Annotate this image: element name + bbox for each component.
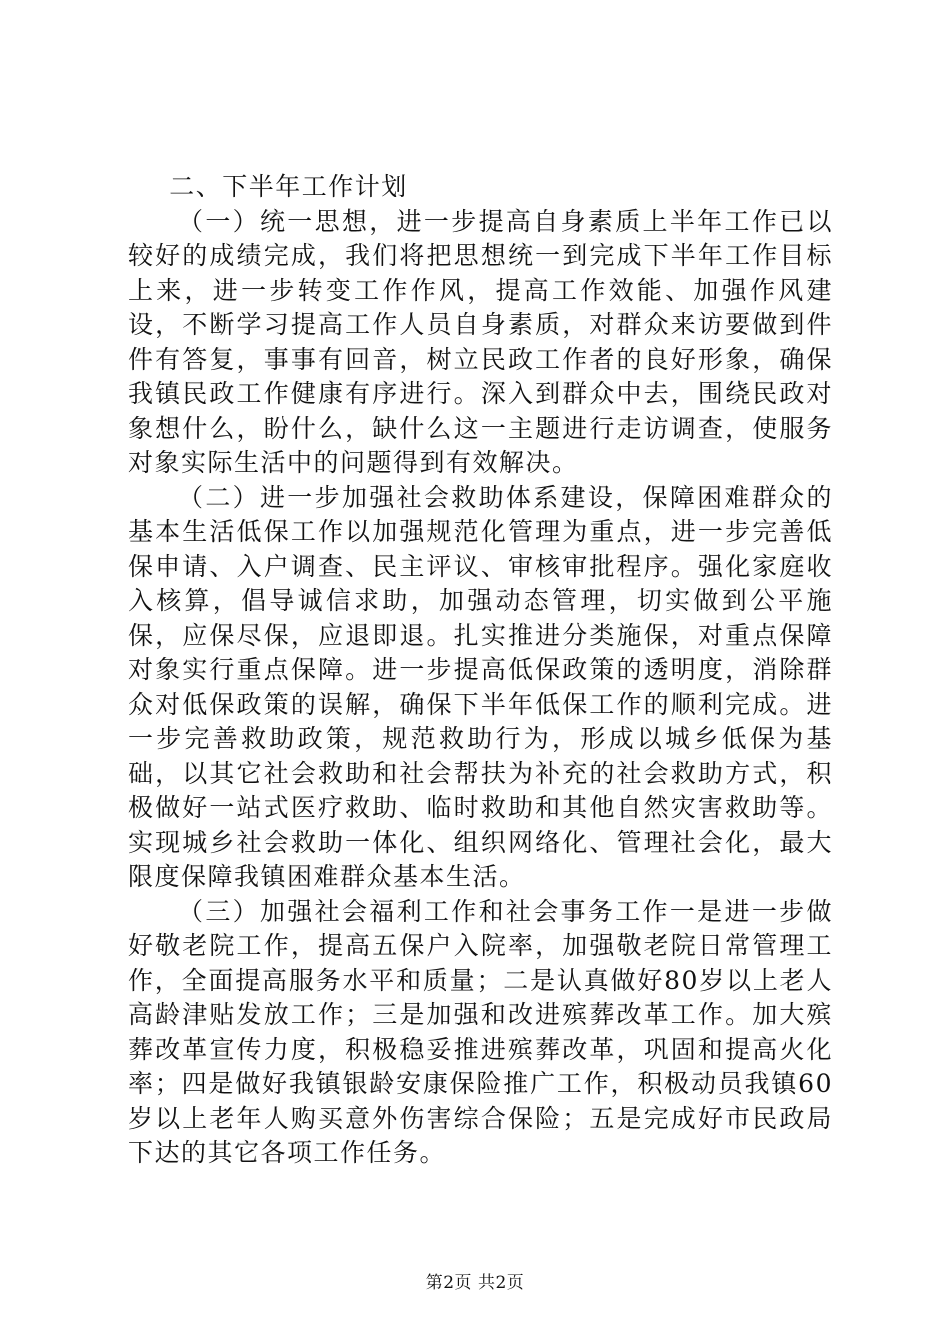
document-body xyxy=(128,170,833,1171)
paragraph-3: （三）加强社会福利工作和社会事务工作一是进一步做好敬老院工作，提高五保户入院率，加强敬老院日常管理工作，全面提高服务水平和质量；二是认真做好80岁以上老人高龄津贴发放工作；三是加强和改进殡葬改革工作。加大殡葬改革宣传力度，积极稳妥推进殡葬改革，巩固和提高火化率；四是做好我镇银龄安康保险推广工作，积极动员我镇60岁以上老年人购买意外伤害综合保险；五是完成好市民政局下达的其它各项工作任务。 xyxy=(128,896,833,1167)
page-footer: 第2页 共2页 xyxy=(425,1273,525,1293)
paragraph-1: （一）统一思想，进一步提高自身素质上半年工作已以较好的成绩完成，我们将把思想统一到完成下半年工作目标上来，进一步转变工作作风，提高工作效能、加强作风建设，不断学习提高工作人员自身素质，对群众来访要做到件件有答复，事事有回音，树立民政工作者的良好形象，确保我镇民政工作健康有序进行。深入到群众中去，围绕民政对象想什么，盼什么，缺什么这一主题进行走访调查，使服务对象实际生活中的问题得到有效解决。 xyxy=(128,206,833,477)
section-heading: 二、下半年工作计划 xyxy=(169,172,408,201)
paragraph-2: （二）进一步加强社会救助体系建设，保障困难群众的基本生活低保工作以加强规范化管理为重点，进一步完善低保申请、入户调查、民主评议、审核审批程序。强化家庭收入核算，倡导诚信求助，加强动态管理，切实做到公平施保，应保尽保，应退即退。扎实推进分类施保，对重点保障对象实行重点保障。进一步提高低保政策的透明度，消除群众对低保政策的误解，确保下半年低保工作的顺利完成。进一步完善救助政策，规范救助行为，形成以城乡低保为基础，以其它社会救助和社会帮扶为补充的社会救助方式，积极做好一站式医疗救助、临时救助和其他自然灾害救助等。实现城乡社会救助一体化、组织网络化、管理社会化，最大限度保障我镇困难群众基本生活。 xyxy=(128,482,833,891)
